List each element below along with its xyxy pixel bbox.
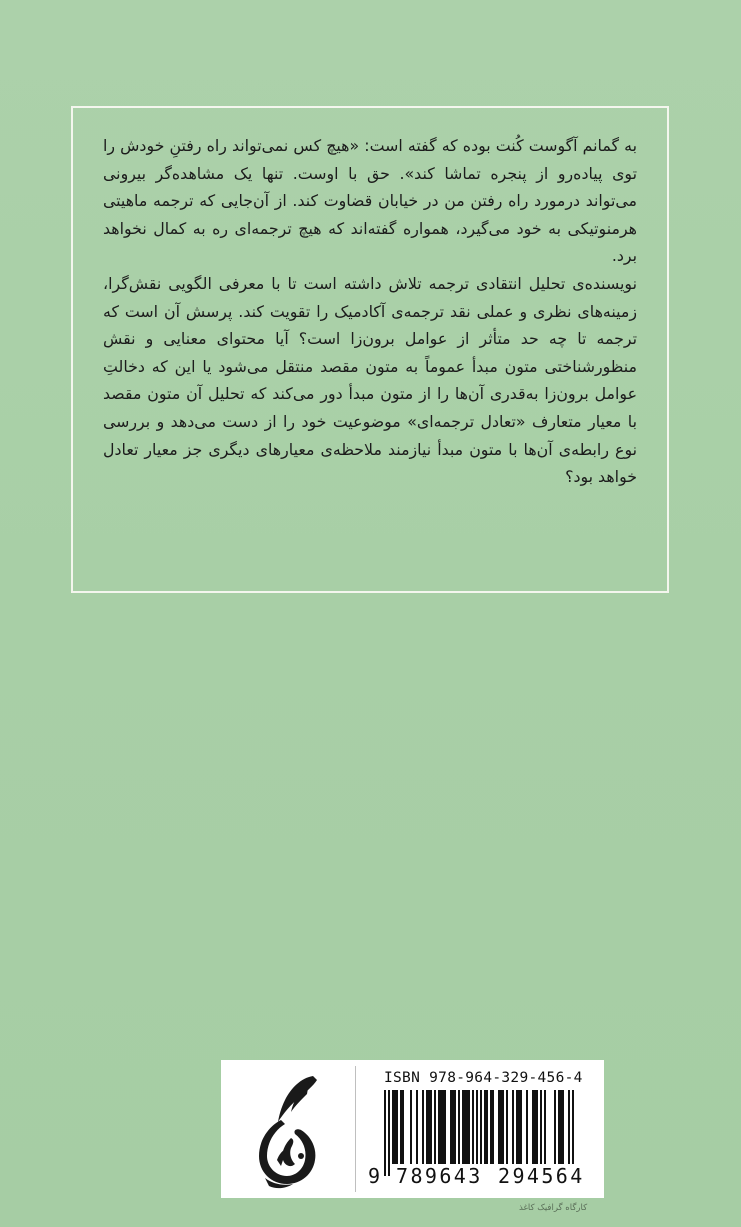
blurb-frame (71, 106, 669, 593)
barcode-right-digits: 294564 (498, 1164, 585, 1188)
barcode-bar (516, 1090, 518, 1164)
barcode-bar (472, 1090, 474, 1164)
barcode-digits (368, 1164, 592, 1190)
barcode-bar (484, 1090, 486, 1164)
barcode-bar (468, 1090, 470, 1164)
barcode-bar (452, 1090, 454, 1164)
barcode-bar (500, 1090, 502, 1164)
barcode-bar (558, 1090, 560, 1164)
barcode-bar (416, 1090, 418, 1164)
barcode-bar (544, 1090, 546, 1164)
blurb-paragraph-2: نویسنده‌ی تحلیل انتقادی ترجمه تلاش داشته است تا با معرفی الگویی نقش‌گرا، زمینه‌های نظری و عملی نقد ترجمه‌ی آکادمیک را تقویت کند. پرسش آن است که ترجمه تا چه حد متأثر از عوامل برون‌زا است؟ آیا محتوای معنایی و نقش منظورشناختی متون مبدأ عموماً به متون مقصد منتقل می‌شود یا این که دخالتِ عوامل برون‌زا به‌قدری آن‌ها را از متون مبدأ دور می‌کند که تحلیل آن متون مقصد با معیار متعارف «تعادل ترجمه‌ای» موضوعیت خود را از دست می‌دهد و بررسی نوع رابطه‌ی آن‌ها با متون مبدأ نیازمند ملاحظه‌ی معیارهای دیگری جز معیار تعادل خواهد بود؟ (103, 273, 637, 487)
barcode-bar (426, 1090, 428, 1164)
barcode-bar (458, 1090, 460, 1164)
barcode-bar (526, 1090, 528, 1164)
barcode-bar (520, 1090, 522, 1164)
barcode-bar (486, 1090, 488, 1164)
barcode-bar (506, 1090, 508, 1164)
barcode-bar (434, 1090, 436, 1164)
barcode-panel (221, 1060, 604, 1198)
barcode-bar (454, 1090, 456, 1164)
barcode-left-digits: 789643 (396, 1164, 483, 1188)
barcode-bar (536, 1090, 538, 1164)
barcode-bar (440, 1090, 442, 1164)
barcode-bar (462, 1090, 464, 1164)
barcode-bar (502, 1090, 504, 1164)
barcode-bar (442, 1090, 444, 1164)
barcode-bar (402, 1090, 404, 1164)
barcode-bar (410, 1090, 412, 1164)
blurb-paragraph-1: به گمانم آگوست کُنت بوده که گفته است: «هیچ کس نمی‌تواند راه رفتنِ خودش را توی پیاده‌رو از پنجره تماشا کند». حق با اوست. تنها یک مشاهده‌گر بیرونی می‌تواند درمورد راه رفتن من در خیابان قضاوت کند. از آن‌جایی که ترجمه ماهیتی هرمنوتیکی به خود می‌گیرد، همواره گفته‌اند که هیچ ترجمه‌ای ره به کمال نخواهد برد. (103, 136, 637, 266)
designer-credit: کارگاه گرافیک کاغذ (519, 1203, 588, 1213)
barcode-bar (562, 1090, 564, 1164)
barcode-bar (464, 1090, 466, 1164)
barcode-bar (392, 1090, 394, 1164)
publisher-logo (221, 1060, 354, 1198)
barcode-bar (466, 1090, 468, 1164)
isbn-label: ISBN 978-964-329-456-4 (384, 1070, 583, 1086)
barcode-bar (444, 1090, 446, 1164)
barcode-bar (430, 1090, 432, 1164)
barcode-bar (490, 1090, 492, 1164)
barcode-bar (450, 1090, 452, 1164)
barcode-bar (438, 1090, 440, 1164)
barcode-bar (512, 1090, 514, 1164)
calligraphic-bird-logo-icon (221, 1060, 354, 1198)
barcode-bar (532, 1090, 534, 1164)
barcode-bar (422, 1090, 424, 1164)
barcode-bar (518, 1090, 520, 1164)
barcode-bar (428, 1090, 430, 1164)
barcode-bar (534, 1090, 536, 1164)
barcode-bar (492, 1090, 494, 1164)
barcode-bar (394, 1090, 396, 1164)
barcode-bar (400, 1090, 402, 1164)
blurb-text (103, 132, 637, 491)
barcode-lead-digit: 9 (368, 1164, 381, 1188)
barcode-bar (560, 1090, 562, 1164)
barcode-bar (540, 1090, 542, 1164)
panel-divider (355, 1066, 356, 1192)
barcode-bar (498, 1090, 500, 1164)
barcode-bar (396, 1090, 398, 1164)
barcode-bar (554, 1090, 556, 1164)
